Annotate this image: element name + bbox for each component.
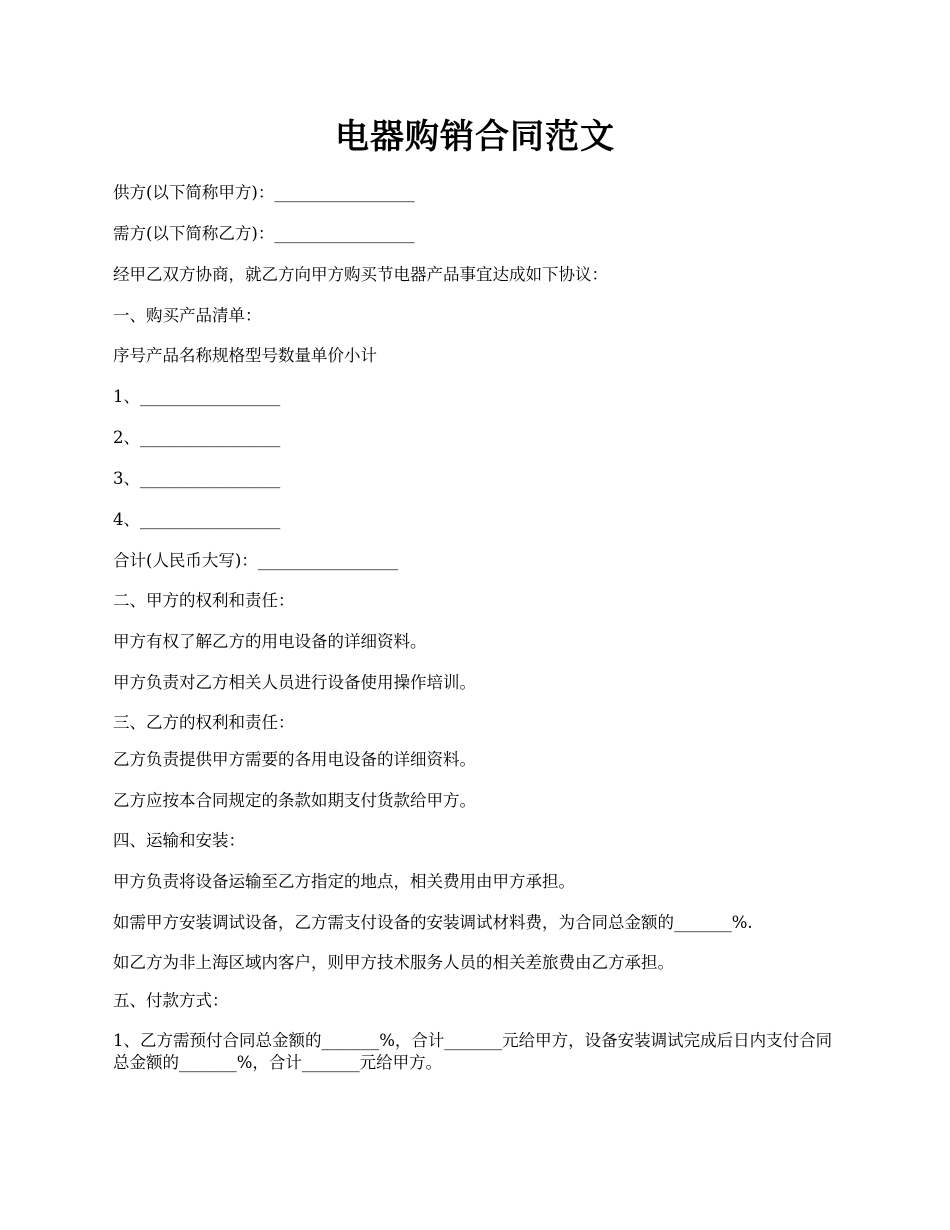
- product-item-4: 4、_________________: [113, 510, 281, 529]
- product-list-header: 序号产品名称规格型号数量单价小计: [113, 346, 377, 365]
- party-b-line: 需方(以下简称乙方)：_________________: [113, 224, 415, 243]
- section-heading-2: 二、甲方的权利和责任：: [113, 591, 295, 610]
- section-heading-3: 三、乙方的权利和责任：: [113, 713, 295, 732]
- agreement-intro: 经甲乙双方协商，就乙方向甲方购买节电器产品事宜达成如下协议：: [113, 265, 608, 284]
- party-a-line: 供方(以下简称甲方)：_________________: [113, 183, 415, 202]
- installation-clause: 如需甲方安装调试设备，乙方需支付设备的安装调试材料费，为合同总金额的_______%.: [113, 913, 753, 932]
- party-a-right-2: 甲方负责对乙方相关人员进行设备使用操作培训。: [113, 673, 476, 692]
- section-heading-4: 四、运输和安装：: [113, 831, 245, 850]
- payment-clause: 1、乙方需预付合同总金额的_______%，合计_______元给甲方，设备安装调试完成后日内支付合同总金额的_______%，合计_______元给甲方。: [113, 1031, 833, 1072]
- product-item-3: 3、_________________: [113, 469, 281, 488]
- product-item-2: 2、_________________: [113, 428, 281, 447]
- section-heading-1: 一、购买产品清单：: [113, 306, 262, 325]
- total-amount-line: 合计(人民币大写)：_________________: [113, 551, 399, 570]
- section-heading-5: 五、付款方式：: [113, 991, 229, 1010]
- travel-expense-clause: 如乙方为非上海区域内客户，则甲方技术服务人员的相关差旅费由乙方承担。: [113, 953, 674, 972]
- party-b-right-1: 乙方负责提供甲方需要的各用电设备的详细资料。: [113, 750, 476, 769]
- party-a-right-1: 甲方有权了解乙方的用电设备的详细资料。: [113, 632, 427, 651]
- party-b-right-2: 乙方应按本合同规定的条款如期支付货款给甲方。: [113, 791, 476, 810]
- product-item-1: 1、_________________: [113, 387, 281, 406]
- document-title: 电器购销合同范文: [335, 117, 615, 157]
- transport-clause: 甲方负责将设备运输至乙方指定的地点，相关费用由甲方承担。: [113, 872, 575, 891]
